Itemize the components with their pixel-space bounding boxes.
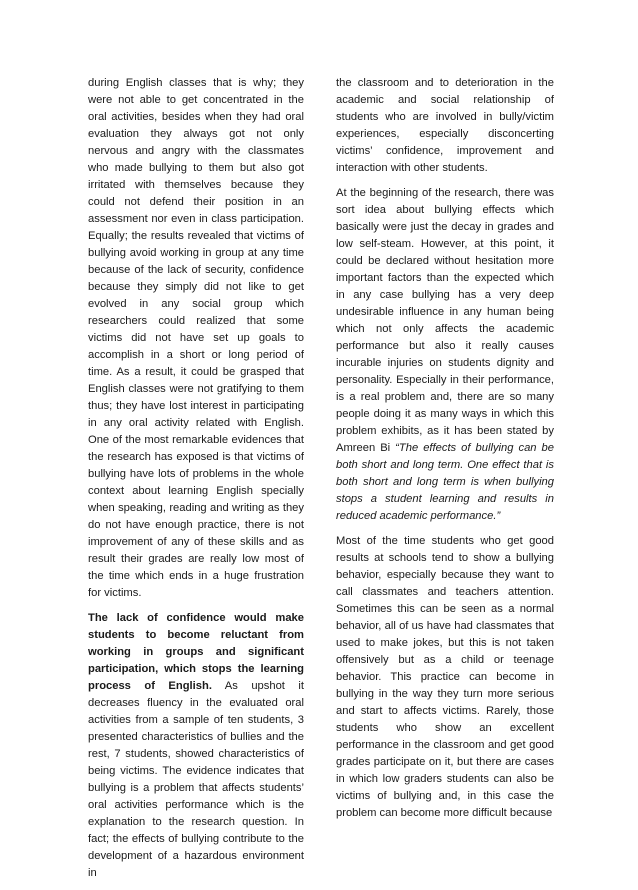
right-column — [336, 62, 554, 830]
left-paragraph-2-body: As upshot it decreases fluency in the evaluated oral activities from a sample of ten students, 3 presented characteristics of bullies and the rest, 7 students, showed characteristics of being victims. The evidence indicates that bullying is a problem that affects students’ oral activities performance which is the explanation to the research question. In fact; the effects of bullying contribute to the development of a hazardous environment in — [88, 680, 304, 879]
left-column — [88, 62, 304, 890]
left-paragraph-2 — [88, 610, 304, 882]
right-paragraph-3: Most of the time students who get good results at schools tend to show a bullying behavior, especially because they want to call classmates and teachers attention. Sometimes this can be seen as a normal behavior, all of us have had classmates that used to make jokes, but this is not taken offensively but as a child or teenage behavior. This practice can become in bullying in the way they turn more serious and start to affects victims. Rarely, those students who show an excellent performance in the classroom and get good grades participate on it, but there are cases in which low graders students can also be victims of bullying and, in this case the problem can become more difficult because — [336, 535, 554, 819]
right-paragraph-1: the classroom and to deterioration in the academic and social relationship of students who are involved in bully/victim experiences, especially disconcerting victims’ confidence, improvement and interaction with other students. — [336, 77, 554, 174]
left-paragraph-1: during English classes that is why; they were not able to get concentrated in the oral activities, besides when they had oral evaluation they always got not only nervous and angry with the classmates who made bullying to them but also got irritated with themselves because they could not defend their position in an assessment nor even in class participation. Equally; the results revealed that victims of bullying avoid working in group at any time because of the lack of security, confidence because they simply did not like to get evolved in any social group which researchers could realized that some victims did not have set up goals to accomplish in a short or long period of time. As a result, it could be grasped that English classes were not gratifying to them thus; they have lost interest in participating in any oral activity related with English. One of the most remarkable evidences that the research has exposed is that victims of bullying have lots of problems in the whole context about learning English specially when speaking, reading and writing as they do not have enough practice, there is not improvement of any of these skills and as result their grades are really low most of the time which ends in a huge frustration for victims. — [88, 77, 304, 599]
right-paragraph-2-body: At the beginning of the research, there was sort idea about bullying effects which basically were just the decay in grades and low self-steam. However, at this point, it could be declared without hesitation more important factors than the expected which in any case bullying has a very deep undesirable influence in any human being which not only affects the academic performance but also it really causes incurable injuries on students dignity and personality. Especially in their performance, is a real problem and, there are so many people doing it as many ways in which this problem exhibits, as it has been stated by Amreen Bi — [336, 187, 554, 454]
right-paragraph-2-quote: “The effects of bullying can be both short and long term. One effect that is both short and long term is when bullying stops a student learning and results in reduced academic performance.” — [336, 442, 554, 522]
right-paragraph-2 — [336, 185, 554, 525]
left-paragraph-2-bold-lead: The lack of confidence would make students to become reluctant from working in groups and significant participation, which stops the learning process of English. — [88, 612, 304, 692]
